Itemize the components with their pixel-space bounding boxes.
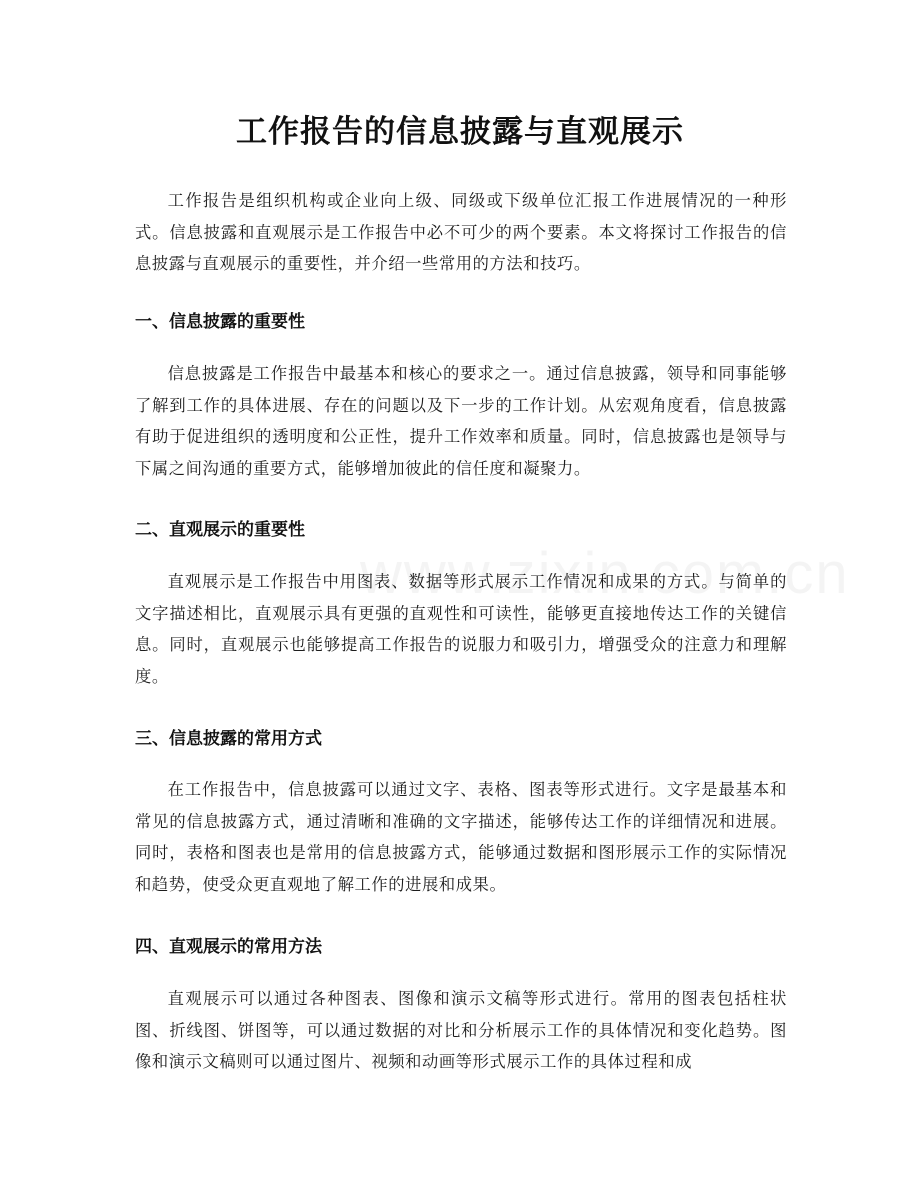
section-2-heading: 二、直观展示的重要性	[135, 520, 305, 540]
page-title: 工作报告的信息披露与直观展示	[236, 114, 684, 150]
section-4-heading: 四、直观展示的常用方法	[135, 937, 322, 957]
section-4-paragraph: 直观展示可以通过各种图表、图像和演示文稿等形式进行。常用的图表包括柱状图、折线图、饼图等，可以通过数据的对比和分析展示工作的具体情况和变化趋势。图像和演示文稿则可以通过图片、视频和动画等形式展示工作的具体过程和成	[135, 989, 787, 1072]
section-3-paragraph: 在工作报告中，信息披露可以通过文字、表格、图表等形式进行。文字是最基本和常见的信息披露方式，通过清晰和准确的文字描述，能够传达工作的详细情况和进展。同时，表格和图表也是常用的信息披露方式，能够通过数据和图形展示工作的实际情况和趋势，使受众更直观地了解工作的进展和成果。	[135, 780, 787, 895]
section-2-paragraph: 直观展示是工作报告中用图表、数据等形式展示工作情况和成果的方式。与简单的文字描述相比，直观展示具有更强的直观性和可读性，能够更直接地传达工作的关键信息。同时，直观展示也能够提高工作报告的说服力和吸引力，增强受众的注意力和理解度。	[135, 572, 787, 687]
section-1-paragraph: 信息披露是工作报告中最基本和核心的要求之一。通过信息披露，领导和同事能够了解到工作的具体进展、存在的问题以及下一步的工作计划。从宏观角度看，信息披露有助于促进组织的透明度和公正性，提升工作效率和质量。同时，信息披露也是领导与下属之间沟通的重要方式，能够增加彼此的信任度和凝聚力。	[135, 364, 787, 479]
section-3-heading: 三、信息披露的常用方式	[135, 729, 322, 749]
intro-paragraph: 工作报告是组织机构或企业向上级、同级或下级单位汇报工作进展情况的一种形式。信息披露和直观展示是工作报告中必不可少的两个要素。本文将探讨工作报告的信息披露与直观展示的重要性，并介绍一些常用的方法和技巧。	[135, 191, 787, 274]
section-1-heading: 一、信息披露的重要性	[135, 312, 305, 332]
